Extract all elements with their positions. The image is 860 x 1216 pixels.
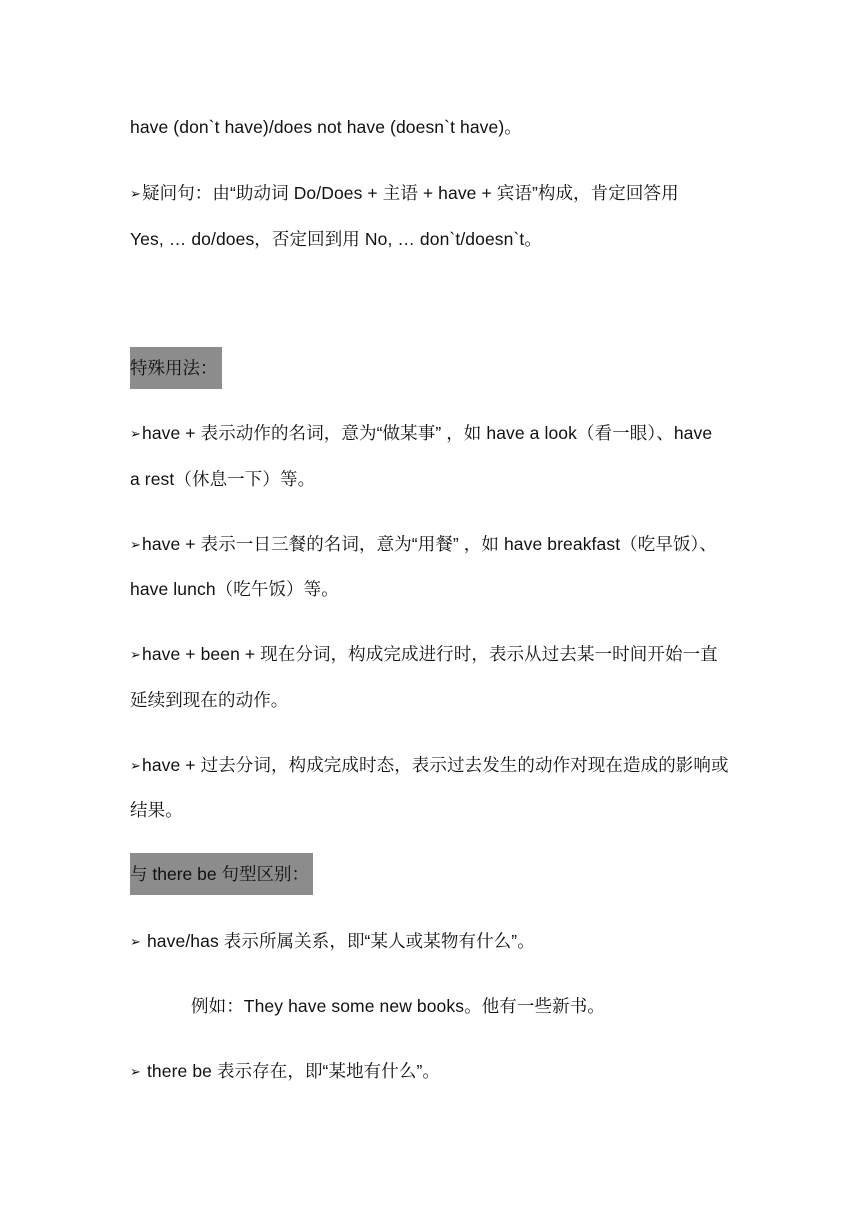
bullet-arrow-icon: ➢ <box>130 537 141 552</box>
example-sentence: 例如：They have some new books。他有一些新书。 <box>191 996 605 1016</box>
bullet-arrow-icon: ➢ <box>130 934 141 949</box>
section-heading-special-usage: 特殊用法： <box>130 347 222 389</box>
bullet-item-meals: ➢have + 表示一日三餐的名词，意为“用餐” ，如 have breakfast（吃早饭）、 <box>130 532 717 557</box>
paragraph-line: have (don`t have)/does not have (doesn`t have)。 <box>130 117 522 137</box>
section-heading-there-be: 与 there be 句型区别： <box>130 853 313 895</box>
paragraph-line: Yes, … do/does，否定回到用 No, … don`t/doesn`t。 <box>130 229 542 249</box>
bullet-arrow-icon: ➢ <box>130 186 141 201</box>
bullet-item-question-form: ➢疑问句：由“助动词 Do/Does + 主语 + have + 宾语”构成，肯定回答用 <box>130 181 679 206</box>
bullet-item-perfect-continuous: ➢have + been + 现在分词，构成完成进行时，表示从过去某一时间开始一直 <box>130 642 718 667</box>
bullet-arrow-icon: ➢ <box>130 647 141 662</box>
paragraph-line: 延续到现在的动作。 <box>130 690 289 710</box>
bullet-arrow-icon: ➢ <box>130 426 141 441</box>
bullet-item-action-noun: ➢have + 表示动作的名词，意为“做某事” ，如 have a look（看一眼）、have <box>130 421 712 446</box>
bullet-item-perfect-tense: ➢have + 过去分词，构成完成时态，表示过去发生的动作对现在造成的影响或 <box>130 753 729 778</box>
paragraph-line: 结果。 <box>130 800 183 820</box>
bullet-arrow-icon: ➢ <box>130 1064 141 1079</box>
paragraph-line: have lunch（吃午饭）等。 <box>130 579 339 599</box>
bullet-item-have-has: ➢ have/has 表示所属关系，即“某人或某物有什么”。 <box>130 929 535 954</box>
bullet-item-there-be: ➢ there be 表示存在，即“某地有什么”。 <box>130 1059 440 1084</box>
bullet-arrow-icon: ➢ <box>130 758 141 773</box>
paragraph-line: a rest（休息一下）等。 <box>130 469 316 489</box>
